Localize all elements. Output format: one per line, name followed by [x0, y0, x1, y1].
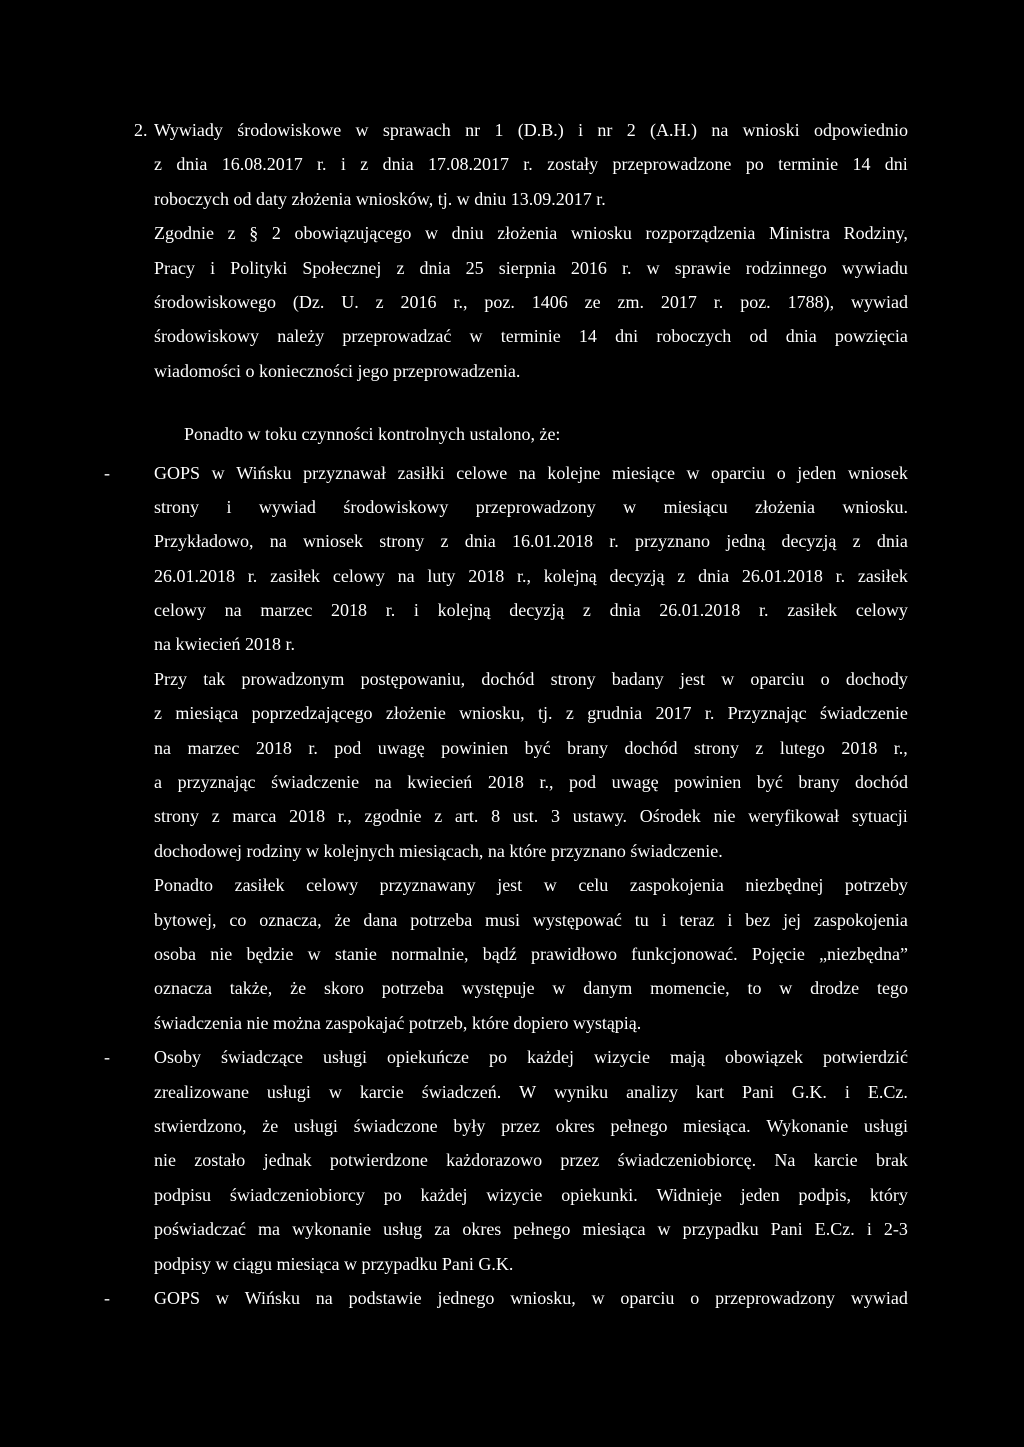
justified-line: poświadczać ma wykonanie usług za okres pełnego miesiąca w przypadku Pani E.Cz. i 2-3 — [154, 1219, 908, 1240]
justified-line: na marzec 2018 r. pod uwagę powinien być brany dochód strony z lutego 2018 r., — [154, 737, 908, 758]
bullet-marker: - — [104, 1287, 110, 1308]
justified-line: oznacza także, że skoro potrzeba występuje w danym momencie, to w drodze tego — [154, 978, 908, 999]
justified-line: podpisu świadczeniobiorcy po każdej wizycie opiekunki. Widnieje jeden podpis, który — [154, 1184, 908, 1205]
text-line — [154, 1109, 908, 1143]
text-line — [154, 456, 908, 490]
text-line — [154, 731, 908, 765]
justified-line: zrealizowane usługi w karcie świadczeń. W wyniku analizy kart Pani G.K. i E.Cz. — [154, 1081, 908, 1102]
justified-line: strony z marca 2018 r., zgodnie z art. 8 ust. 3 ustawy. Ośrodek nie weryfikował sytuacji — [154, 806, 908, 827]
text-line — [154, 903, 908, 937]
justified-line: strony i wywiad środowiskowy przeprowadzony w miesiącu złożenia wniosku. — [154, 496, 908, 517]
text-line — [154, 524, 908, 558]
justified-line: celowy na marzec 2018 r. i kolejną decyzją z dnia 26.01.2018 r. zasiłek celowy — [154, 600, 908, 621]
text-line: Zgodnie z § 2 obowiązującego w dniu złożenia wniosku rozporządzenia Ministra Rodziny, — [154, 223, 908, 244]
text-line: wiadomości o konieczności jego przeprowadzenia. — [154, 360, 521, 381]
text-line — [154, 1075, 908, 1109]
justified-line: GOPS w Wińsku przyznawał zasiłki celowe na kolejne miesiące w oparciu o jeden wniosek — [154, 462, 908, 483]
text-line: roboczych od daty złożenia wniosków, tj. w dniu 13.09.2017 r. — [154, 188, 606, 209]
text-line: Pracy i Polityki Społecznej z dnia 25 sierpnia 2016 r. w sprawie rodzinnego wywiadu — [154, 257, 908, 278]
justified-line: 26.01.2018 r. zasiłek celowy na luty 2018 r., kolejną decyzją z dnia 26.01.2018 r. zasiłek — [154, 565, 908, 586]
bullet-marker: - — [104, 462, 110, 483]
justified-line: Przykładowo, na wniosek strony z dnia 16.01.2018 r. przyznano jedną decyzją z dnia — [154, 531, 908, 552]
text-line — [134, 113, 908, 147]
text-line — [154, 1212, 908, 1246]
text-line — [154, 662, 908, 696]
bullet-item-2 — [104, 1040, 908, 1281]
justified-line: osoba nie będzie w stanie normalnie, bądź prawidłowo funkcjonować. Pojęcie „niezbędna” — [154, 943, 908, 964]
justified-line: stwierdzono, że usługi świadczone były przez okres pełnego miesiąca. Wykonanie usługi — [154, 1115, 908, 1136]
intro-paragraph: Ponadto w toku czynności kontrolnych ustalono, że: — [184, 424, 561, 445]
justified-line: Ponadto zasiłek celowy przyznawany jest w celu zaspokojenia niezbędnej potrzeby — [154, 875, 908, 896]
text-line: na kwiecień 2018 r. — [154, 634, 295, 655]
text-line: środowiskowy należy przeprowadzać w terminie 14 dni roboczych od dnia powzięcia — [154, 326, 908, 347]
text-line: z dnia 16.08.2017 r. i z dnia 17.08.2017 r. zostały przeprowadzone po terminie 14 dni — [154, 154, 908, 175]
justified-line: nie zostało jednak potwierdzone każdorazowo przez świadczeniobiorcę. Na karcie brak — [154, 1150, 908, 1171]
text-line: świadczenia nie można zaspokajać potrzeb, które dopiero wystąpią. — [154, 1012, 642, 1033]
justified-line: z miesiąca poprzedzającego złożenie wniosku, tj. z grudnia 2017 r. Przyznając świadczenie — [154, 703, 908, 724]
text-line — [154, 490, 908, 524]
text-line — [154, 1040, 908, 1074]
text-line — [154, 559, 908, 593]
text-line — [154, 1178, 908, 1212]
justified-line: Wywiady środowiskowe w sprawach nr 1 (D.B.) i nr 2 (A.H.) na wnioski odpowiednio — [154, 120, 908, 140]
section-number: 2. — [134, 120, 148, 140]
text-line: podpisy w ciągu miesiąca w przypadku Pani G.K. — [154, 1253, 514, 1274]
justified-line: Przy tak prowadzonym postępowaniu, dochód strony badany jest w oparciu o dochody — [154, 668, 908, 689]
justified-line: a przyznając świadczenie na kwiecień 2018 r., pod uwagę powinien być brany dochód — [154, 772, 908, 793]
text-line — [154, 868, 908, 902]
bullet-marker: - — [104, 1047, 110, 1068]
bullet-item-1 — [104, 456, 908, 1041]
text-line — [154, 1143, 908, 1177]
text-line — [154, 1281, 908, 1315]
text-line — [154, 593, 908, 627]
section-2 — [134, 113, 908, 388]
justified-line: Osoby świadczące usługi opiekuńcze po każdej wizycie mają obowiązek potwierdzić — [154, 1047, 908, 1068]
justified-line: bytowej, co oznacza, że dana potrzeba musi występować tu i teraz i bez jej zaspokojenia — [154, 909, 908, 930]
justified-line: GOPS w Wińsku na podstawie jednego wniosku, w oparciu o przeprowadzony wywiad — [154, 1287, 908, 1308]
text-line — [154, 937, 908, 971]
bullet-item-3 — [104, 1281, 908, 1315]
text-line — [154, 696, 908, 730]
text-line — [154, 799, 908, 833]
text-line: środowiskowego (Dz. U. z 2016 r., poz. 1406 ze zm. 2017 r. poz. 1788), wywiad — [154, 291, 908, 312]
text-line — [154, 765, 908, 799]
text-line — [154, 971, 908, 1005]
text-line: dochodowej rodziny w kolejnych miesiącach, na które przyznano świadczenie. — [154, 840, 723, 861]
